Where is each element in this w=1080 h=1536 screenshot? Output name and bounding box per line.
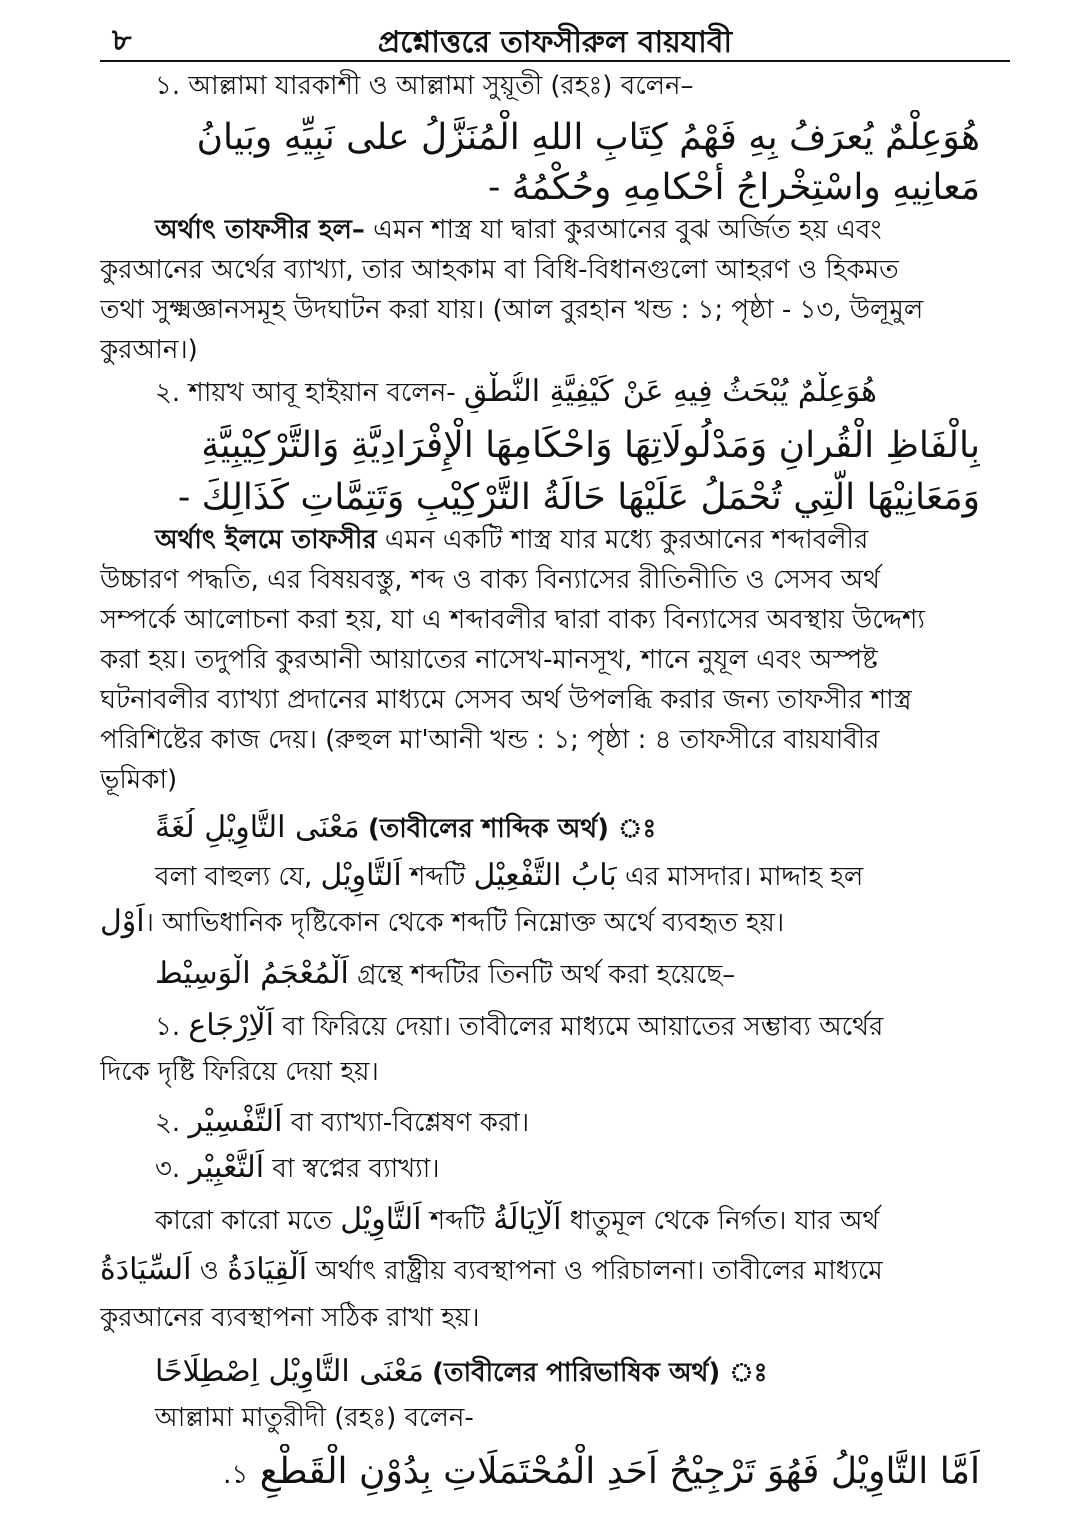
- heading-text: (তাবীলের পারিভাষিক অর্থ) ঃ: [432, 1358, 768, 1388]
- page-header: [100, 16, 1010, 62]
- list-number: ১.: [155, 1012, 181, 1042]
- line-text: অর্থাৎ রাষ্ট্রীয় ব্যবস্থাপনা ও পরিচালনা। তাবীলের মাধ্যমে: [315, 1256, 883, 1286]
- line-text: ২. শায়খ আবূ হাইয়ান বলেন-: [155, 378, 456, 408]
- arabic-inline: اَلسِّيَادَةُ: [100, 1252, 192, 1287]
- arabic-line: وَمَعَانِيْهَا الَّتِي تُحْمَلُ عَلَيْهَا حَالَةُ التَّرْكِيْبِ وَتَتِمَّاتِ كَذَالِكَ -: [178, 477, 980, 518]
- text-line: কুরআন।): [100, 335, 198, 365]
- arabic-inline: اَلتَّاوِيْل: [320, 858, 402, 893]
- arabic-line: هُوَعِلْمٌ يُعرَفُ بِهِ فَهْمُ كِتَابِ اللهِ الْمُنَزَّلُ على نَبِيِّهِ وبَيانُ: [196, 117, 980, 158]
- text-line: [100, 954, 980, 995]
- section-heading: [100, 808, 980, 849]
- running-title: প্রশ্নোত্তরে তাফসীরুল বায়যাবী: [377, 25, 733, 60]
- line-text: । আভিধানিক দৃষ্টিকোন থেকে শব্দটি নিম্নোক্ত অর্থে ব্যবহৃত হয়।: [144, 908, 785, 938]
- list-item: [100, 1148, 980, 1189]
- list-item: [100, 1102, 980, 1143]
- text-line: তথা সুক্ষ্মজ্ঞানসমূহ উদঘাটন করা যায়। (আল বুরহান খন্ড : ১; পৃষ্ঠা - ১৩, উলূমুল: [100, 295, 924, 325]
- text-line: সম্পর্কে আলোচনা করা হয়, যা এ শব্দাবলীর দ্বারা বাক্য বিন্যাসের অবস্থায় উদ্দেশ্য: [100, 605, 925, 635]
- line-text: কারো কারো মতে: [155, 1206, 332, 1236]
- text-line: দিকে দৃষ্টি ফিরিয়ে দেয়া হয়।: [100, 1057, 379, 1087]
- text-line: [100, 856, 980, 897]
- text-line: পরিশিষ্টের কাজ দেয়। (রুহুল মা'আনী খন্ড : ১; পৃষ্ঠা : ৪ তাফসীরে বায়যাবীর: [100, 725, 880, 755]
- bold-text: অর্থাৎ ইলমে তাফসীর: [155, 525, 377, 555]
- text-line: কুরআনের ব্যবস্থাপনা সঠিক রাখা হয়।: [100, 1303, 480, 1333]
- arabic-inline: هُوَعِلْمٌ يُبْحَثُ فِيهِ عَنْ كَيْفِيَّةِ النُّطْقِ: [463, 374, 877, 409]
- text-line: [100, 902, 980, 943]
- list-item: [100, 1006, 980, 1047]
- arabic-inline: اَلْاِيَالَةُ: [493, 1202, 562, 1237]
- text-line: [100, 210, 980, 250]
- line-text: বা ফিরিয়ে দেয়া। তাবীলের মাধ্যমে আয়াতের সম্ভাব্য অর্থের: [282, 1012, 884, 1042]
- heading-text: (তাবীলের শাব্দিক অর্থ) ঃ: [367, 814, 657, 844]
- text-line: [100, 520, 980, 560]
- arabic-inline: اَلْقِيَادَةُ: [227, 1252, 308, 1287]
- arabic-line: بِالْفَاظِ الْقُرانِ وَمَدْلُولَاتِهَا وَاحْكَامِهَا الْإِفْرَادِيَّةِ وَالتَّرْكِيْبِيَّةِ: [201, 425, 980, 466]
- line-text: গ্রন্থে শব্দটির তিনটি অর্থ করা হয়েছে–: [357, 960, 736, 990]
- text-line: আল্লামা মাতুরীদী (রহঃ) বলেন-: [155, 1403, 474, 1433]
- line-text: এমন শাস্ত্র যা দ্বারা কুরআনের বুঝ অর্জিত হয় এবং: [364, 215, 882, 245]
- arabic-inline: مَعْنَى التَّاوِيْل اِصْطِلَاحًا: [155, 1354, 424, 1389]
- text-line: উচ্চারণ পদ্ধতি, এর বিষয়বস্তু, শব্দ ও বাক্য বিন্যাসের রীতিনীতি ও সেসব অর্থ: [100, 565, 880, 595]
- line-text: বা ব্যাখ্যা-বিশ্লেষণ করা।: [290, 1108, 530, 1138]
- arabic-inline: اَلتَّاوِيْل: [340, 1202, 422, 1237]
- arabic-inline: اَلْمُعْجَمُ الْوَسِيْط: [155, 956, 349, 991]
- text-line: ঘটনাবলীর ব্যাখ্যা প্রদানের মাধ্যমে সেসব অর্থ উপলব্ধি করার জন্য তাফসীর শাস্ত্র: [100, 685, 912, 715]
- arabic-inline: اَلتَّعْبِيْر: [188, 1150, 265, 1185]
- arabic-line: [100, 1444, 980, 1503]
- arabic-inline: مَعْنَى التَّاوِيْلِ لُغَةً: [155, 810, 360, 845]
- list-number: ৩.: [155, 1154, 181, 1184]
- line-text: বা স্বপ্নের ব্যাখ্যা।: [272, 1154, 440, 1184]
- arabic-inline: اَلتَّفْسِيْر: [188, 1104, 283, 1139]
- list-number: ২.: [155, 1108, 181, 1138]
- text-line: [100, 1200, 980, 1241]
- list-number: ১.: [223, 1460, 249, 1490]
- line-text: ১. আল্লামা যারকাশী ও আল্লামা সুয়ূতী (রহঃ) বলেন–: [155, 71, 694, 101]
- text-line: কুরআনের অর্থের ব্যাখ্যা, তার আহকাম বা বিধি-বিধানগুলো আহরণ ও হিকমত: [100, 255, 899, 285]
- arabic-text: اَمَّا التَّاوِيْلُ فَهُوَ تَرْجِيْحُ اَحَدِ الْمُحْتَمَلَاتِ بِدُوْنِ الْقَطْعِ: [259, 1451, 980, 1492]
- arabic-inline: اَوْل: [100, 904, 145, 939]
- line-text: ধাতুমূল থেকে নির্গত। যার অর্থ: [569, 1206, 880, 1236]
- line-text: এর মাসদার। মাদ্দাহ হল: [625, 862, 864, 892]
- text-line: করা হয়। তদুপরি কুরআনী আয়াতের নাসেখ-মানসূখ, শানে নুযূল এবং অস্পষ্ট: [100, 645, 878, 675]
- text-line: [100, 372, 980, 413]
- text-line: [100, 1250, 980, 1291]
- line-text: শব্দটি: [410, 862, 466, 892]
- bold-text: অর্থাৎ তাফসীর হল–: [155, 215, 365, 245]
- page-number: ৮: [112, 23, 132, 58]
- text-line: ভূমিকা): [100, 765, 178, 795]
- arabic-inline: اَلْاِرْجَاع: [188, 1008, 274, 1043]
- section-heading: [100, 1352, 980, 1393]
- line-text: শব্দটি: [429, 1206, 485, 1236]
- line-text: এমন একটি শাস্ত্র যার মধ্যে কুরআনের শব্দাবলীর: [376, 525, 869, 555]
- arabic-inline: بَابُ التَّفْعِيْل: [473, 858, 617, 893]
- arabic-line: مَعانِيهِ واسْتِخْراجُ أحْكامِهِ وحُكْمُهُ -: [488, 167, 980, 208]
- line-text: ও: [199, 1256, 219, 1286]
- line-text: বলা বাহুল্য যে,: [155, 862, 313, 892]
- text-line: [100, 66, 980, 106]
